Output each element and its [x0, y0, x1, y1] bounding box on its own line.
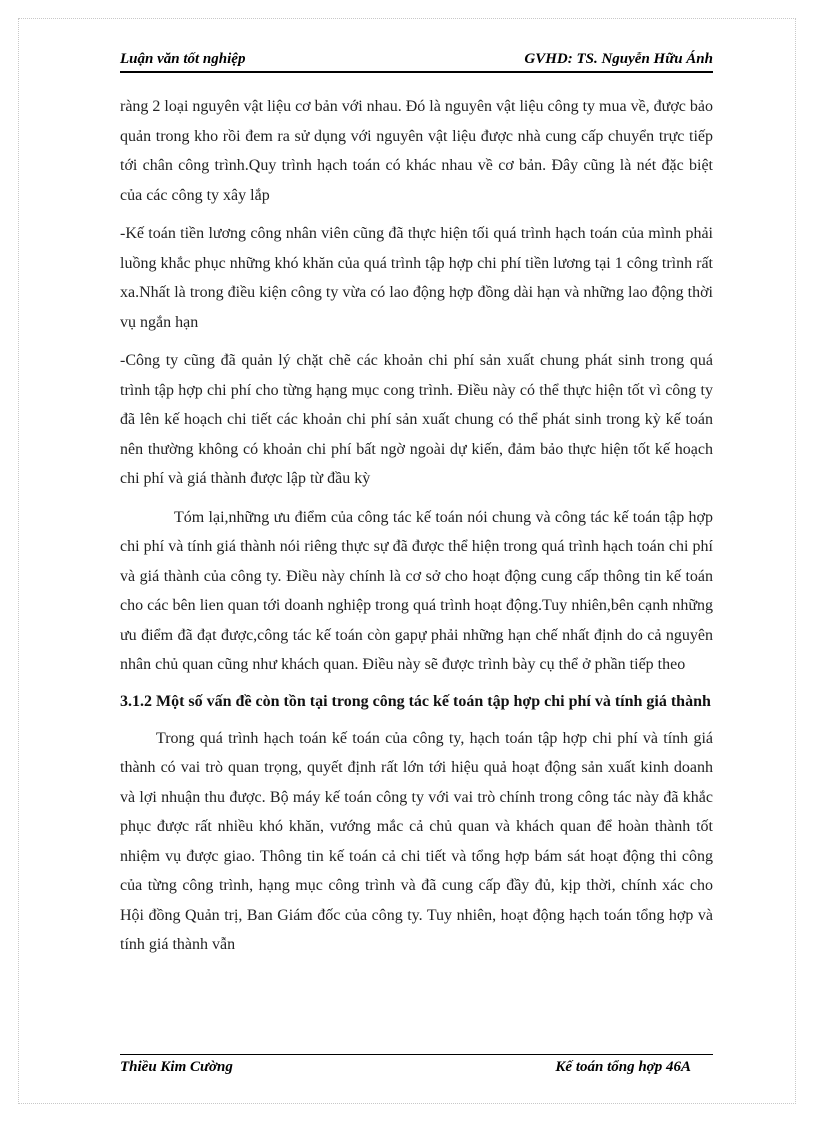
footer-author: Thiều Kim Cường [120, 1059, 233, 1075]
running-header [120, 49, 713, 73]
section-heading: 3.1.2 Một số vấn đề còn tồn tại trong công tác kế toán tập hợp chi phí và tính giá thành [120, 692, 711, 710]
running-footer [120, 1054, 713, 1079]
document-body [120, 92, 713, 960]
paragraph-5: Trong quá trình hạch toán kế toán của công ty, hạch toán tập hợp chi phí và tính giá thành có vai trò quan trọng, quyết định rất lớn tới hiệu quả hoạt động sản xuất kinh doanh và lợi nhuận thu được. Bộ máy kế toán công ty với vai trò chính trong công tác này đã khắc phục được rất nhiều khó khăn, vướng mắc cả chủ quan và khách quan để hoàn thành tốt nhiệm vụ được giao. Thông tin kế toán cả chi tiết và tổng hợp bám sát hoạt động thi công của từng công trình, hạng mục công trình và đã cung cấp đầy đủ, kịp thời, chính xác cho Hội đồng Quản trị, Ban Giám đốc của công ty. Tuy nhiên, hoạt động hạch toán tổng hợp và tính giá thành vẫn [120, 729, 713, 953]
header-supervisor: GVHD: TS. Nguyễn Hữu Ánh [524, 51, 713, 67]
paragraph-4: Tóm lại,những ưu điểm của công tác kế toán nói chung và công tác kế toán tập hợp chi phí và tính giá thành nói riêng thực sự đã được thể hiện trong quá trình hạch toán chi phí và giá thành của công ty. Điều này chính là cơ sở cho hoạt động cung cấp thông tin kế toán cho các bên lien quan tới doanh nghiệp trong quá trình hoạt động.Tuy nhiên,bên cạnh những ưu điểm đã đạt được,công tác kế toán còn gapự phải những hạn chế nhất định do cả nguyên nhân chủ quan cũng như khách quan. Điều này sẽ được trình bày cụ thể ở phần tiếp theo [120, 508, 713, 673]
paragraph-1: ràng 2 loại nguyên vật liệu cơ bản với nhau. Đó là nguyên vật liệu công ty mua về, được bảo quản trong kho rồi đem ra sử dụng với nguyên vật liệu được nhà cung cấp chuyển trực tiếp tới chân công trình.Quy trình hạch toán có khác nhau về cơ bản. Đây cũng là nét đặc biệt của các công ty xây lắp [120, 98, 714, 204]
paragraph-3: -Công ty cũng đã quản lý chặt chẽ các khoản chi phí sản xuất chung phát sinh trong quá trình tập hợp chi phí cho từng hạng mục cong trình. Điều này có thể thực hiện tốt vì công ty đã lên kế hoạch chi tiết các khoản chi phí sản xuất chung có thể phát sinh trong kỳ kế toán nên thường không có khoản chi phí bất ngờ ngoài dự kiến, đảm bảo thực hiện tốt kế hoạch chi phí và giá thành được lập từ đầu kỳ [120, 352, 713, 487]
header-thesis-title: Luận văn tốt nghiệp [120, 51, 246, 67]
paragraph-2: -Kế toán tiền lương công nhân viên cũng đã thực hiện tối quá trình hạch toán của mình phải luồng khắc phục những khó khăn của quá trình tập hợp chi phí tiền lương tại 1 công trình rất xa.Nhất là trong điều kiện công ty vừa có lao động hợp đồng dài hạn và những lao động thời vụ ngắn hạn [120, 225, 713, 331]
footer-class: Kế toán tổng hợp 46A [555, 1059, 691, 1075]
